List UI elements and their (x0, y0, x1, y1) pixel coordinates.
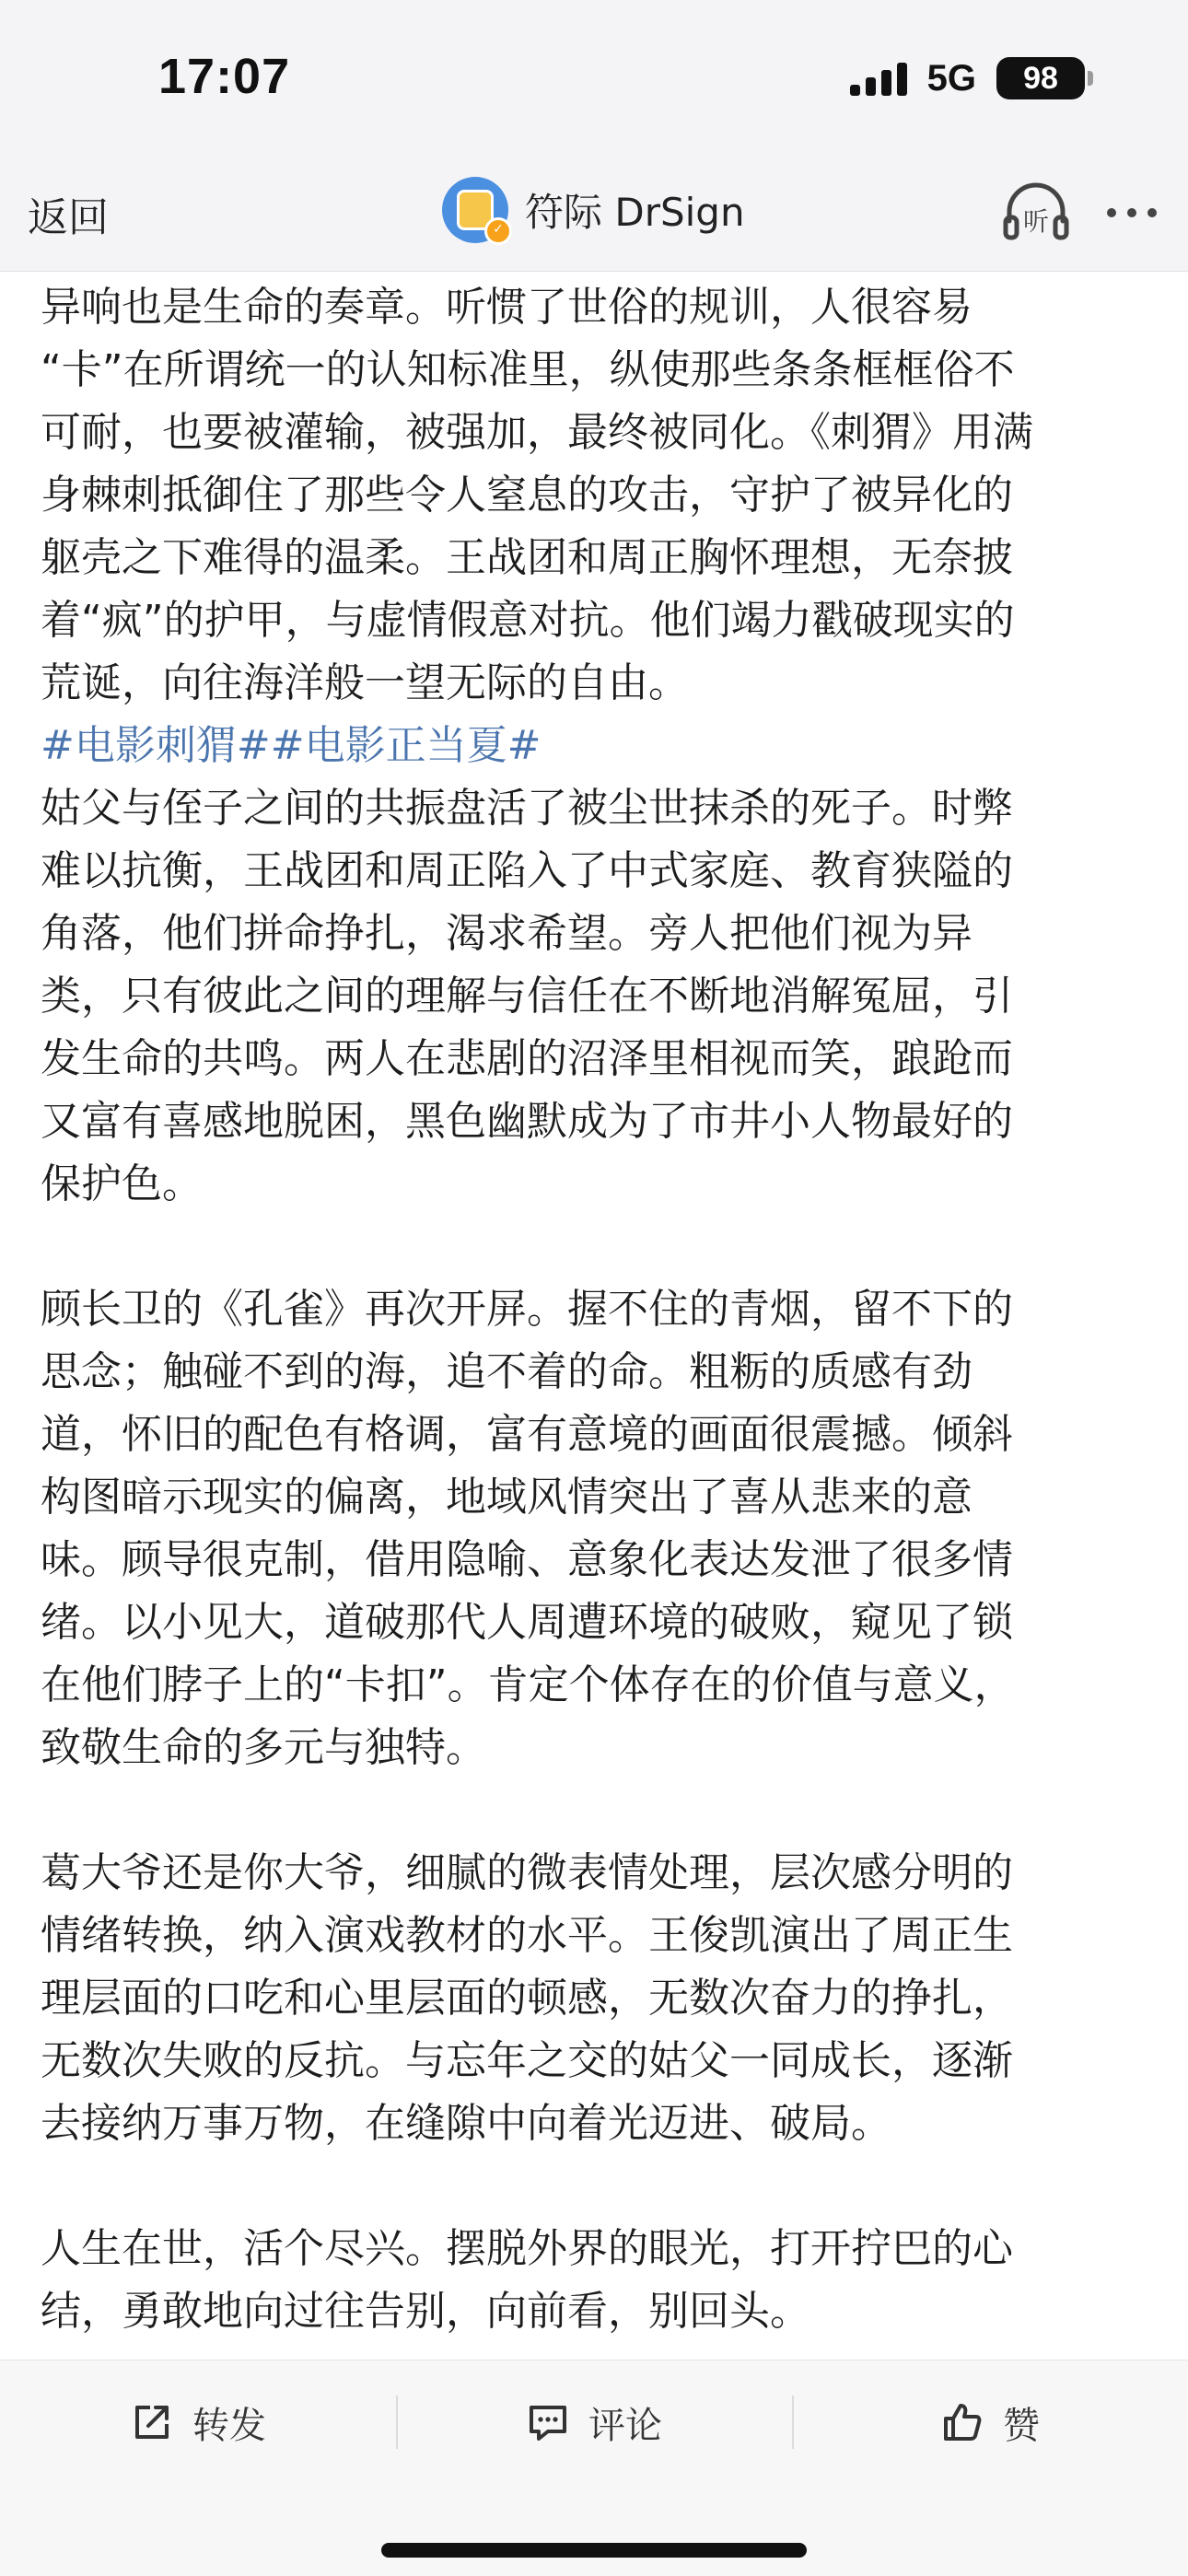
like-button[interactable] (792, 2360, 1188, 2484)
article-line: 荒诞，向往海洋般一望无际的自由。 (41, 659, 689, 706)
article-line: 难以抗衡，王战团和周正陷入了中式家庭、教育狭隘的 (41, 847, 1013, 894)
article-line: 在他们脖子上的“卡扣”。肯定个体存在的价值与意义， (41, 1661, 1015, 1708)
network-type: 5G (926, 57, 976, 99)
avatar[interactable] (442, 177, 508, 243)
article-line: 绪。以小见大，道破那代人周遭环境的破败，窥见了锁 (41, 1599, 1013, 1646)
article-line: 着“疯”的护甲，与虚情假意对抗。他们竭力戳破现实的 (41, 597, 1015, 644)
battery-icon (996, 57, 1085, 99)
paragraph-gap (41, 1779, 1155, 1842)
repost-icon (130, 2400, 174, 2444)
account-header[interactable] (442, 177, 745, 243)
article-line: 构图暗示现实的偏离，地域风情突出了喜从悲来的意 (41, 1474, 973, 1521)
verified-badge-icon: ✓ (484, 217, 512, 245)
article-line: 可耐，也要被灌输，被强加，最终被同化。《刺猬》用满 (41, 409, 1033, 456)
like-icon (940, 2400, 984, 2444)
listen-button[interactable] (1002, 181, 1070, 245)
signal-icon (850, 61, 907, 96)
article-line: 发生命的共鸣。两人在悲剧的沼泽里相视而笑，踉跄而 (41, 1035, 1013, 1082)
article-body (41, 276, 1155, 2360)
article-line: 味。顾导很克制，借用隐喻、意象化表达发泄了很多情 (41, 1536, 1013, 1583)
article-line: “卡”在所谓统一的认知标准里，纵使那些条条框框俗不 (41, 346, 1015, 393)
article-line: 又富有喜感地脱困，黑色幽默成为了市井小人物最好的 (41, 1098, 1013, 1145)
article-line: 道，怀旧的配色有格调，富有意境的画面很震撼。倾斜 (41, 1411, 1013, 1458)
paragraph-gap (41, 1216, 1155, 1278)
listen-label: 听 (1022, 206, 1049, 237)
nav-actions (1002, 181, 1157, 245)
article-line: 人生在世，活个尽兴。摆脱外界的眼光，打开拧巴的心 (41, 2225, 1013, 2272)
account-name[interactable]: 符际 DrSign (525, 190, 745, 235)
comment-icon (526, 2400, 570, 2444)
more-icon[interactable] (1107, 181, 1157, 245)
bottom-action-bar (0, 2360, 1188, 2576)
article-line: 类，只有彼此之间的理解与信任在不断地消解冤屈，引 (41, 973, 1013, 1020)
article-line: 异响也是生命的奏章。听惯了世俗的规训，人很容易 (41, 284, 973, 331)
home-indicator[interactable] (381, 2543, 807, 2558)
like-label: 赞 (1003, 2404, 1040, 2447)
nav-bar (0, 157, 1188, 272)
status-indicators (850, 57, 1085, 99)
comment-button[interactable] (396, 2360, 792, 2484)
status-time: 17:07 (158, 49, 291, 104)
battery-level: 98 (1023, 60, 1058, 96)
repost-button[interactable] (0, 2360, 396, 2484)
article-line: 躯壳之下难得的温柔。王战团和周正胸怀理想，无奈披 (41, 534, 1013, 581)
article-line: 情绪转换，纳入演戏教材的水平。王俊凯演出了周正生 (41, 1912, 1013, 1959)
article-line: 去接纳万事万物，在缝隙中向着光迈进、破局。 (41, 2100, 891, 2147)
article-line: 身棘刺抵御住了那些令人窒息的攻击，守护了被异化的 (41, 472, 1013, 519)
article-line: 思念；触碰不到的海，追不着的命。粗粝的质感有劲 (41, 1348, 973, 1395)
comment-label: 评论 (588, 2404, 662, 2447)
article-line: 结，勇敢地向过往告别，向前看，别回头。 (41, 2288, 810, 2335)
article-line: 致敬生命的多元与独特。 (41, 1724, 486, 1771)
paragraph-gap (41, 2155, 1155, 2218)
status-bar (0, 0, 1188, 157)
article-line: 理层面的口吃和心里层面的顿感，无数次奋力的挣扎， (41, 1975, 1013, 2022)
article-line: 姑父与侄子之间的共振盘活了被尘世抹杀的死子。时弊 (41, 785, 1013, 832)
article-line: 无数次失败的反抗。与忘年之交的姑父一同成长，逐渐 (41, 2037, 1013, 2084)
article-line: 保护色。 (41, 1160, 203, 1207)
repost-label: 转发 (192, 2404, 266, 2447)
back-button[interactable]: 返回 (28, 184, 109, 243)
article-line: 角落，他们拼命挣扎，渴求希望。旁人把他们视为异 (41, 910, 973, 957)
action-row (0, 2360, 1188, 2484)
hashtag-link[interactable]: #电影刺猬##电影正当夏# (41, 722, 542, 769)
article-line: 顾长卫的《孔雀》再次开屏。握不住的青烟，留不下的 (41, 1286, 1013, 1333)
article-line: 葛大爷还是你大爷，细腻的微表情处理，层次感分明的 (41, 1849, 1013, 1896)
